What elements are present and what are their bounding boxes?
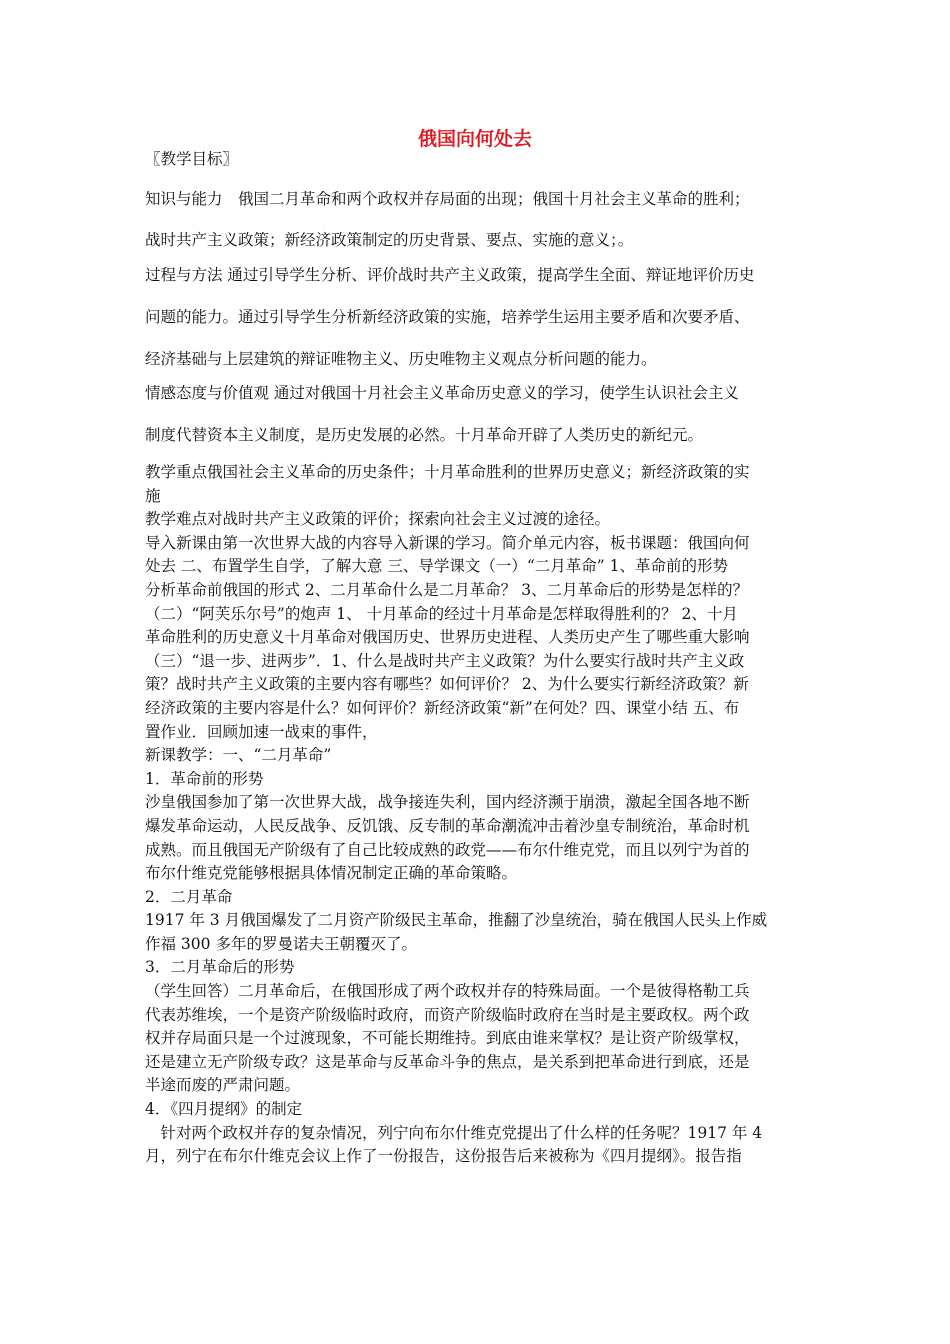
paragraph-line: 经济基础与上层建筑的辩证唯物主义、历史唯物主义观点分析问题的能力。 <box>145 350 657 368</box>
section-heading: 新课教学：一、“二月革命” <box>145 746 332 765</box>
text-line: 权并存局面只是一个过渡现象，不可能长期维持。到底由谁来掌权？是让资产阶级掌权， <box>145 1029 750 1048</box>
text-line: 教学难点对战时共产主义政策的评价；探索向社会主义过渡的途径。 <box>145 510 611 529</box>
text-line: 半途而废的严肃问题。 <box>145 1076 301 1095</box>
text-line: 策？战时共产主义政策的主要内容有哪些？如何评价？ 2、为什么要实行新经济政策？新 <box>145 675 749 694</box>
section-heading: 2．二月革命 <box>145 887 233 906</box>
paragraph-line: 情感态度与价值观 通过对俄国十月社会主义革命历史意义的学习，使学生认识社会主义 <box>145 384 739 402</box>
text-line: 经济政策的主要内容是什么？如何评价？新经济政策“新”在何处？四、课堂小结 五、布 <box>145 698 740 717</box>
section-heading: 3．二月革命后的形势 <box>145 958 295 977</box>
text-line: 革命胜利的历史意义十月革命对俄国历史、世界历史进程、人类历史产生了哪些重大影响 <box>145 628 750 647</box>
text-line: 还是建立无产阶级专政？这是革命与反革命斗争的焦点，是关系到把革命进行到底，还是 <box>145 1052 750 1071</box>
paragraph-line: 问题的能力。通过引导学生分析新经济政策的实施，培养学生运用主要矛盾和次要矛盾、 <box>145 308 750 326</box>
text-line: 置作业．回顾加速一战束的事件， <box>145 722 378 741</box>
text-line: 爆发革命运动，人民反战争、反饥饿、反专制的革命潮流冲击着沙皇专制统治，革命时机 <box>145 816 750 835</box>
text-line: （二）“阿芙乐尔号”的炮声 1、 十月革命的经过十月革命是怎样取得胜利的？ 2、十月 <box>145 604 738 623</box>
text-line: 施 <box>145 486 161 505</box>
text-line: 导入新课由第一次世界大战的内容导入新课的学习。简介单元内容，板书课题：俄国向何 <box>145 533 750 552</box>
text-line: 教学重点俄国社会主义革命的历史条件；十月革命胜利的世界历史意义；新经济政策的实 <box>145 463 750 481</box>
paragraph-line: 过程与方法 通过引导学生分析、评价战时共产主义政策，提高学生全面、辩证地评价历史 <box>145 266 755 284</box>
body-text <box>145 461 810 1169</box>
text-line: 成熟。而且俄国无产阶级有了自己比较成熟的政党——布尔什维克党，而且以列宁为首的 <box>145 840 750 859</box>
text-line: 沙皇俄国参加了第一次世界大战，战争接连失利，国内经济濒于崩溃，激起全国各地不断 <box>145 793 750 812</box>
paragraph-line: 战时共产主义政策；新经济政策制定的历史背景、要点、实施的意义；。 <box>145 231 634 249</box>
text-line: 布尔什维克党能够根据具体情况制定正确的革命策略。 <box>145 864 518 883</box>
text-line: 处去 二、布置学生自学，了解大意 三、导学课文（一）“二月革命” 1、革命前的形势 <box>145 557 728 576</box>
text-line: 代表苏维埃，一个是资产阶级临时政府，而资产阶级临时政府在当时是主要政权。两个政 <box>145 1005 750 1024</box>
text-line: 1917 年 3 月俄国爆发了二月资产阶级民主革命，推翻了沙皇统治，骑在俄国人民头上作威 <box>145 911 768 930</box>
text-line: 作福 300 多年的罗曼诺夫王朝覆灭了。 <box>145 934 417 953</box>
objectives-heading: 〖教学目标〗 <box>145 150 239 168</box>
text-line: 针对两个政权并存的复杂情况，列宁向布尔什维克党提出了什么样的任务呢？1917 年 4 <box>160 1123 763 1142</box>
section-heading: 4．《四月提纲》的制定 <box>145 1100 303 1119</box>
text-line: （学生回答）二月革命后，在俄国形成了两个政权并存的特殊局面。一个是彼得格勒工兵 <box>145 982 750 1001</box>
text-line: 分析革命前俄国的形式 2、二月革命什么是二月革命？ 3、二月革命后的形势是怎样的？ <box>145 580 749 599</box>
text-line: （三）“退一步、进两步”．1、什么是战时共产主义政策？为什么要实行战时共产主义政 <box>145 651 745 670</box>
paragraph-line: 制度代替资本主义制度，是历史发展的必然。十月革命开辟了人类历史的新纪元。 <box>145 426 704 444</box>
page-title: 俄国向何处去 <box>417 128 532 150</box>
paragraph-line: 知识与能力 俄国二月革命和两个政权并存局面的出现；俄国十月社会主义革命的胜利； <box>145 190 750 208</box>
text-line: 月，列宁在布尔什维克会议上作了一份报告，这份报告后来被称为《四月提纲》。报告指 <box>145 1147 742 1166</box>
section-heading: 1．革命前的形势 <box>145 769 264 788</box>
